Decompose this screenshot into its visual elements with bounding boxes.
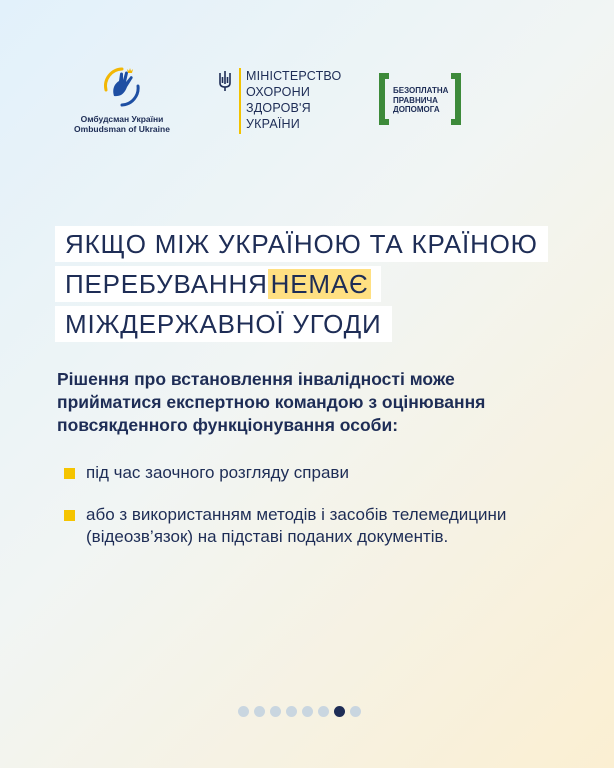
heading-line-3 [55,306,392,342]
ombudsman-name-en: Ombudsman of Ukraine [74,124,170,134]
fla-line: ПРАВНИЧА [393,95,438,105]
bullet-square-icon [64,468,75,479]
free-legal-aid-logo [379,73,461,129]
pagination-dot[interactable] [238,706,249,717]
pagination-dot[interactable] [318,706,329,717]
bullet-square-icon [64,510,75,521]
ombudsman-name-ua: Омбудсман України [80,114,164,124]
carousel-pagination [238,706,378,720]
pagination-dot[interactable] [302,706,313,717]
bullet-text: під час заочного розгляду справи [86,463,349,482]
bracket-left-icon [379,73,389,125]
moz-line: ОХОРОНИ [246,85,311,99]
heading-line-2 [55,266,381,302]
moz-line: МІНІСТЕРСТВО [246,69,342,83]
heading [55,226,548,346]
bullet-text: або з використанням методів і засобів телемедицини (відеозв’язок) на підставі поданих документів. [86,505,507,546]
bracket-right-icon [451,73,461,125]
heading-text: ПЕРЕБУВАННЯ [65,269,268,299]
pagination-dot[interactable] [254,706,265,717]
list-item [64,504,564,548]
pagination-dot[interactable] [270,706,281,717]
pagination-dot[interactable] [350,706,361,717]
fla-line: ДОПОМОГА [393,105,440,114]
fla-line: БЕЗОПЛАТНА [393,86,449,95]
heading-text: ЯКЩО МІЖ УКРАЇНОЮ ТА КРАЇНОЮ [65,229,538,259]
heading-line-1 [55,226,548,262]
pagination-dot[interactable] [286,706,297,717]
moz-name [246,68,341,132]
pagination-dot[interactable] [334,706,345,717]
moz-divider [239,68,241,134]
ministry-of-health-logo [218,68,348,138]
ombudsman-emblem-icon [102,66,142,108]
ombudsman-logo [56,66,188,134]
free-legal-aid-name [393,86,449,115]
moz-line: ЗДОРОВ'Я [246,101,311,115]
moz-line: УКРАЇНИ [246,117,300,131]
heading-highlight: НЕМАЄ [268,269,372,299]
bullet-list [64,462,564,568]
heading-text: МІЖДЕРЖАВНОЇ УГОДИ [65,309,382,339]
trident-icon [218,70,232,92]
list-item [64,462,564,484]
intro-text: Рішення про встановлення інвалідності може прийматися експертною командою з оцінювання повсякденного функціонування особи: [57,369,486,435]
